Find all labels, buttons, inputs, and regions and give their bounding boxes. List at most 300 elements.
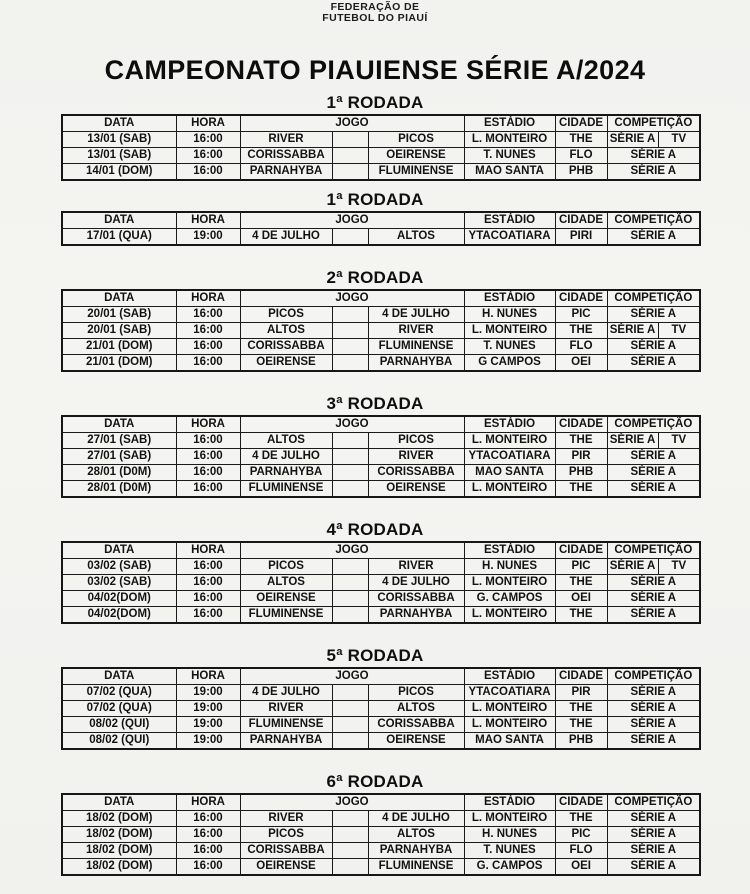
- city-cell: PHB: [555, 733, 607, 750]
- competition-cell: SÉRIE A: [607, 701, 700, 717]
- away-team-cell: OEIRENSE: [368, 148, 464, 164]
- away-team-cell: RIVER: [368, 449, 464, 465]
- stadium-cell: L. MONTEIRO: [464, 811, 555, 827]
- away-team-cell: PARNAHYBA: [368, 355, 464, 372]
- match-row: [62, 733, 700, 750]
- home-team-cell: FLUMINENSE: [240, 607, 332, 624]
- city-cell: THE: [555, 607, 607, 624]
- home-team-cell: RIVER: [240, 701, 332, 717]
- city-cell: PHB: [555, 164, 607, 181]
- match-time-cell: 19:00: [176, 717, 240, 733]
- col-header-competicao: COMPETIÇÃO: [607, 542, 700, 559]
- score-separator-cell: [332, 859, 368, 876]
- col-header-cidade: CIDADE: [555, 542, 607, 559]
- match-row: [62, 132, 700, 148]
- tv-broadcast-cell: TV: [658, 132, 700, 148]
- city-cell: THE: [555, 811, 607, 827]
- match-date-cell: 28/01 (D0M): [62, 481, 176, 498]
- away-team-cell: OEIRENSE: [368, 481, 464, 498]
- match-date-cell: 03/02 (SAB): [62, 559, 176, 575]
- match-time-cell: 16:00: [176, 559, 240, 575]
- stadium-cell: MAO SANTA: [464, 164, 555, 181]
- stadium-cell: L. MONTEIRO: [464, 607, 555, 624]
- city-cell: THE: [555, 323, 607, 339]
- competition-cell: SÉRIE A: [607, 148, 700, 164]
- competition-cell: SÉRIE A: [607, 307, 700, 323]
- rounds-container: [0, 93, 750, 876]
- round-title: 2ª RODADA: [326, 268, 424, 288]
- match-row: [62, 701, 700, 717]
- schedule-table: [61, 793, 701, 876]
- stadium-cell: YTACOATIARA: [464, 449, 555, 465]
- match-date-cell: 04/02(DOM): [62, 591, 176, 607]
- score-separator-cell: [332, 607, 368, 624]
- competition-cell: SÉRIE A: [607, 339, 700, 355]
- col-header-cidade: CIDADE: [555, 290, 607, 307]
- col-header-jogo: JOGO: [240, 542, 464, 559]
- city-cell: THE: [555, 433, 607, 449]
- header-row: [62, 212, 700, 229]
- federation-name-line1: FEDERAÇÃO DE: [330, 1, 420, 13]
- schedule-table: [61, 415, 701, 498]
- home-team-cell: OEIRENSE: [240, 355, 332, 372]
- round-section: [0, 520, 750, 624]
- score-separator-cell: [332, 307, 368, 323]
- away-team-cell: ALTOS: [368, 229, 464, 246]
- match-row: [62, 827, 700, 843]
- match-row: [62, 355, 700, 372]
- away-team-cell: PARNAHYBA: [368, 607, 464, 624]
- match-row: [62, 465, 700, 481]
- match-time-cell: 16:00: [176, 859, 240, 876]
- stadium-cell: MAO SANTA: [464, 733, 555, 750]
- home-team-cell: FLUMINENSE: [240, 717, 332, 733]
- home-team-cell: ALTOS: [240, 575, 332, 591]
- score-separator-cell: [332, 132, 368, 148]
- stadium-cell: YTACOATIARA: [464, 685, 555, 701]
- score-separator-cell: [332, 481, 368, 498]
- col-header-hora: HORA: [176, 212, 240, 229]
- col-header-data: DATA: [62, 290, 176, 307]
- score-separator-cell: [332, 148, 368, 164]
- col-header-estadio: ESTÁDIO: [464, 115, 555, 132]
- col-header-estadio: ESTÁDIO: [464, 290, 555, 307]
- stadium-cell: L. MONTEIRO: [464, 132, 555, 148]
- score-separator-cell: [332, 701, 368, 717]
- match-time-cell: 16:00: [176, 339, 240, 355]
- home-team-cell: PICOS: [240, 307, 332, 323]
- home-team-cell: CORISSABBA: [240, 843, 332, 859]
- score-separator-cell: [332, 843, 368, 859]
- match-row: [62, 164, 700, 181]
- competition-cell: SÉRIE A: [607, 717, 700, 733]
- competition-cell: SÉRIE A: [607, 859, 700, 876]
- competition-cell: SÉRIE A: [607, 607, 700, 624]
- schedule-table: [61, 667, 701, 750]
- table-head: [62, 542, 700, 559]
- competition-cell: SÉRIE A: [607, 575, 700, 591]
- col-header-data: DATA: [62, 115, 176, 132]
- match-row: [62, 591, 700, 607]
- competition-cell: SÉRIE A: [607, 591, 700, 607]
- away-team-cell: RIVER: [368, 323, 464, 339]
- home-team-cell: RIVER: [240, 811, 332, 827]
- match-date-cell: 14/01 (DOM): [62, 164, 176, 181]
- match-row: [62, 339, 700, 355]
- away-team-cell: FLUMINENSE: [368, 339, 464, 355]
- col-header-hora: HORA: [176, 542, 240, 559]
- competition-cell: SÉRIE A: [607, 323, 658, 339]
- score-separator-cell: [332, 339, 368, 355]
- match-time-cell: 16:00: [176, 433, 240, 449]
- competition-cell: SÉRIE A: [607, 827, 700, 843]
- stadium-cell: H. NUNES: [464, 827, 555, 843]
- competition-cell: SÉRIE A: [607, 559, 658, 575]
- match-time-cell: 16:00: [176, 164, 240, 181]
- competition-cell: SÉRIE A: [607, 733, 700, 750]
- score-separator-cell: [332, 355, 368, 372]
- home-team-cell: 4 DE JULHO: [240, 685, 332, 701]
- match-row: [62, 323, 700, 339]
- match-date-cell: 28/01 (D0M): [62, 465, 176, 481]
- competition-cell: SÉRIE A: [607, 465, 700, 481]
- match-row: [62, 843, 700, 859]
- col-header-data: DATA: [62, 416, 176, 433]
- match-time-cell: 16:00: [176, 132, 240, 148]
- page-title: CAMPEONATO PIAUIENSE SÉRIE A/2024: [104, 55, 646, 86]
- match-date-cell: 13/01 (SAB): [62, 148, 176, 164]
- away-team-cell: PARNAHYBA: [368, 843, 464, 859]
- match-row: [62, 433, 700, 449]
- score-separator-cell: [332, 575, 368, 591]
- away-team-cell: RIVER: [368, 559, 464, 575]
- col-header-competicao: COMPETIÇÃO: [607, 668, 700, 685]
- away-team-cell: CORISSABBA: [368, 717, 464, 733]
- match-time-cell: 19:00: [176, 701, 240, 717]
- match-row: [62, 449, 700, 465]
- city-cell: FLO: [555, 843, 607, 859]
- round-section: [0, 772, 750, 876]
- match-time-cell: 19:00: [176, 733, 240, 750]
- match-time-cell: 16:00: [176, 811, 240, 827]
- table-head: [62, 668, 700, 685]
- table-body: [62, 559, 700, 624]
- match-date-cell: 18/02 (DOM): [62, 843, 176, 859]
- match-date-cell: 13/01 (SAB): [62, 132, 176, 148]
- score-separator-cell: [332, 229, 368, 246]
- round-title: 1ª RODADA: [326, 190, 424, 210]
- match-date-cell: 20/01 (SAB): [62, 307, 176, 323]
- header-row: [62, 115, 700, 132]
- round-section: [0, 646, 750, 750]
- away-team-cell: 4 DE JULHO: [368, 307, 464, 323]
- col-header-cidade: CIDADE: [555, 416, 607, 433]
- competition-cell: SÉRIE A: [607, 449, 700, 465]
- match-time-cell: 19:00: [176, 229, 240, 246]
- competition-cell: SÉRIE A: [607, 164, 700, 181]
- tv-broadcast-cell: TV: [658, 559, 700, 575]
- match-date-cell: 08/02 (QUI): [62, 717, 176, 733]
- city-cell: PHB: [555, 465, 607, 481]
- match-row: [62, 685, 700, 701]
- federation-name: [0, 0, 750, 24]
- table-body: [62, 685, 700, 750]
- competition-cell: SÉRIE A: [607, 355, 700, 372]
- city-cell: THE: [555, 481, 607, 498]
- score-separator-cell: [332, 827, 368, 843]
- city-cell: THE: [555, 701, 607, 717]
- table-head: [62, 416, 700, 433]
- tv-broadcast-cell: TV: [658, 433, 700, 449]
- col-header-data: DATA: [62, 212, 176, 229]
- match-time-cell: 16:00: [176, 307, 240, 323]
- round-title: 3ª RODADA: [326, 394, 424, 414]
- col-header-estadio: ESTÁDIO: [464, 416, 555, 433]
- round-section: [0, 190, 750, 246]
- match-date-cell: 03/02 (SAB): [62, 575, 176, 591]
- match-date-cell: 17/01 (QUA): [62, 229, 176, 246]
- col-header-jogo: JOGO: [240, 668, 464, 685]
- score-separator-cell: [332, 685, 368, 701]
- away-team-cell: ALTOS: [368, 827, 464, 843]
- col-header-competicao: COMPETIÇÃO: [607, 794, 700, 811]
- match-date-cell: 27/01 (SAB): [62, 449, 176, 465]
- header-row: [62, 290, 700, 307]
- home-team-cell: 4 DE JULHO: [240, 449, 332, 465]
- competition-cell: SÉRIE A: [607, 132, 658, 148]
- match-time-cell: 16:00: [176, 323, 240, 339]
- table-body: [62, 433, 700, 498]
- match-date-cell: 18/02 (DOM): [62, 811, 176, 827]
- round-section: [0, 93, 750, 181]
- score-separator-cell: [332, 433, 368, 449]
- match-row: [62, 859, 700, 876]
- match-row: [62, 307, 700, 323]
- stadium-cell: T. NUNES: [464, 339, 555, 355]
- match-row: [62, 148, 700, 164]
- federation-name-line2: FUTEBOL DO PIAUÍ: [322, 12, 428, 25]
- city-cell: THE: [555, 717, 607, 733]
- city-cell: FLO: [555, 339, 607, 355]
- away-team-cell: PICOS: [368, 433, 464, 449]
- table-body: [62, 307, 700, 372]
- competition-cell: SÉRIE A: [607, 229, 700, 246]
- col-header-competicao: COMPETIÇÃO: [607, 212, 700, 229]
- col-header-competicao: COMPETIÇÃO: [607, 115, 700, 132]
- round-section: [0, 394, 750, 498]
- score-separator-cell: [332, 717, 368, 733]
- match-row: [62, 559, 700, 575]
- match-row: [62, 575, 700, 591]
- tv-broadcast-cell: TV: [658, 323, 700, 339]
- schedule-table: [61, 541, 701, 624]
- match-date-cell: 20/01 (SAB): [62, 323, 176, 339]
- col-header-competicao: COMPETIÇÃO: [607, 416, 700, 433]
- stadium-cell: T. NUNES: [464, 148, 555, 164]
- col-header-data: DATA: [62, 542, 176, 559]
- col-header-cidade: CIDADE: [555, 212, 607, 229]
- stadium-cell: L. MONTEIRO: [464, 701, 555, 717]
- away-team-cell: FLUMINENSE: [368, 859, 464, 876]
- away-team-cell: CORISSABBA: [368, 465, 464, 481]
- away-team-cell: FLUMINENSE: [368, 164, 464, 181]
- stadium-cell: T. NUNES: [464, 843, 555, 859]
- col-header-cidade: CIDADE: [555, 115, 607, 132]
- city-cell: OEI: [555, 355, 607, 372]
- match-row: [62, 607, 700, 624]
- match-date-cell: 07/02 (QUA): [62, 701, 176, 717]
- score-separator-cell: [332, 591, 368, 607]
- home-team-cell: PICOS: [240, 827, 332, 843]
- away-team-cell: OEIRENSE: [368, 733, 464, 750]
- match-time-cell: 16:00: [176, 607, 240, 624]
- home-team-cell: ALTOS: [240, 323, 332, 339]
- score-separator-cell: [332, 559, 368, 575]
- home-team-cell: PICOS: [240, 559, 332, 575]
- match-date-cell: 18/02 (DOM): [62, 827, 176, 843]
- table-head: [62, 794, 700, 811]
- home-team-cell: ALTOS: [240, 433, 332, 449]
- score-separator-cell: [332, 323, 368, 339]
- city-cell: PIRI: [555, 229, 607, 246]
- col-header-hora: HORA: [176, 668, 240, 685]
- match-time-cell: 16:00: [176, 449, 240, 465]
- score-separator-cell: [332, 811, 368, 827]
- header-row: [62, 542, 700, 559]
- home-team-cell: CORISSABBA: [240, 339, 332, 355]
- city-cell: FLO: [555, 148, 607, 164]
- match-date-cell: 21/01 (DOM): [62, 355, 176, 372]
- score-separator-cell: [332, 449, 368, 465]
- match-time-cell: 19:00: [176, 685, 240, 701]
- home-team-cell: 4 DE JULHO: [240, 229, 332, 246]
- match-time-cell: 16:00: [176, 481, 240, 498]
- home-team-cell: PARNAHYBA: [240, 733, 332, 750]
- col-header-jogo: JOGO: [240, 212, 464, 229]
- col-header-cidade: CIDADE: [555, 668, 607, 685]
- col-header-hora: HORA: [176, 416, 240, 433]
- stadium-cell: G. CAMPOS: [464, 859, 555, 876]
- match-time-cell: 16:00: [176, 355, 240, 372]
- match-row: [62, 811, 700, 827]
- city-cell: THE: [555, 575, 607, 591]
- col-header-estadio: ESTÁDIO: [464, 212, 555, 229]
- stadium-cell: L. MONTEIRO: [464, 717, 555, 733]
- competition-cell: SÉRIE A: [607, 811, 700, 827]
- col-header-estadio: ESTÁDIO: [464, 668, 555, 685]
- city-cell: PIC: [555, 559, 607, 575]
- away-team-cell: CORISSABBA: [368, 591, 464, 607]
- match-time-cell: 16:00: [176, 148, 240, 164]
- competition-cell: SÉRIE A: [607, 433, 658, 449]
- round-title: 6ª RODADA: [326, 772, 424, 792]
- away-team-cell: ALTOS: [368, 701, 464, 717]
- stadium-cell: G CAMPOS: [464, 355, 555, 372]
- home-team-cell: CORISSABBA: [240, 148, 332, 164]
- header-row: [62, 416, 700, 433]
- col-header-hora: HORA: [176, 794, 240, 811]
- city-cell: PIC: [555, 827, 607, 843]
- match-date-cell: 27/01 (SAB): [62, 433, 176, 449]
- col-header-estadio: ESTÁDIO: [464, 794, 555, 811]
- col-header-cidade: CIDADE: [555, 794, 607, 811]
- col-header-data: DATA: [62, 668, 176, 685]
- header-row: [62, 668, 700, 685]
- match-date-cell: 18/02 (DOM): [62, 859, 176, 876]
- round-title: 1ª RODADA: [326, 93, 424, 113]
- col-header-jogo: JOGO: [240, 115, 464, 132]
- table-head: [62, 115, 700, 132]
- stadium-cell: L. MONTEIRO: [464, 481, 555, 498]
- competition-cell: SÉRIE A: [607, 843, 700, 859]
- city-cell: PIC: [555, 307, 607, 323]
- col-header-hora: HORA: [176, 115, 240, 132]
- table-body: [62, 811, 700, 876]
- away-team-cell: PICOS: [368, 685, 464, 701]
- home-team-cell: PARNAHYBA: [240, 465, 332, 481]
- score-separator-cell: [332, 465, 368, 481]
- home-team-cell: PARNAHYBA: [240, 164, 332, 181]
- stadium-cell: G. CAMPOS: [464, 591, 555, 607]
- city-cell: THE: [555, 132, 607, 148]
- match-time-cell: 16:00: [176, 843, 240, 859]
- schedule-table: [61, 211, 701, 246]
- stadium-cell: L. MONTEIRO: [464, 575, 555, 591]
- home-team-cell: OEIRENSE: [240, 591, 332, 607]
- stadium-cell: H. NUNES: [464, 307, 555, 323]
- match-date-cell: 07/02 (QUA): [62, 685, 176, 701]
- city-cell: OEI: [555, 859, 607, 876]
- table-body: [62, 132, 700, 181]
- match-time-cell: 16:00: [176, 827, 240, 843]
- round-title: 5ª RODADA: [326, 646, 424, 666]
- score-separator-cell: [332, 733, 368, 750]
- home-team-cell: RIVER: [240, 132, 332, 148]
- match-row: [62, 229, 700, 246]
- stadium-cell: L. MONTEIRO: [464, 433, 555, 449]
- away-team-cell: PICOS: [368, 132, 464, 148]
- col-header-jogo: JOGO: [240, 290, 464, 307]
- city-cell: OEI: [555, 591, 607, 607]
- round-section: [0, 268, 750, 372]
- col-header-jogo: JOGO: [240, 416, 464, 433]
- match-date-cell: 04/02(DOM): [62, 607, 176, 624]
- stadium-cell: YTACOATIARA: [464, 229, 555, 246]
- round-title: 4ª RODADA: [326, 520, 424, 540]
- match-row: [62, 481, 700, 498]
- match-date-cell: 08/02 (QUI): [62, 733, 176, 750]
- col-header-jogo: JOGO: [240, 794, 464, 811]
- stadium-cell: H. NUNES: [464, 559, 555, 575]
- city-cell: PIR: [555, 449, 607, 465]
- col-header-competicao: COMPETIÇÃO: [607, 290, 700, 307]
- home-team-cell: OEIRENSE: [240, 859, 332, 876]
- table-head: [62, 290, 700, 307]
- col-header-estadio: ESTÁDIO: [464, 542, 555, 559]
- col-header-data: DATA: [62, 794, 176, 811]
- competition-cell: SÉRIE A: [607, 481, 700, 498]
- table-body: [62, 229, 700, 246]
- match-row: [62, 717, 700, 733]
- col-header-hora: HORA: [176, 290, 240, 307]
- away-team-cell: 4 DE JULHO: [368, 811, 464, 827]
- stadium-cell: MAO SANTA: [464, 465, 555, 481]
- match-date-cell: 21/01 (DOM): [62, 339, 176, 355]
- header-row: [62, 794, 700, 811]
- home-team-cell: FLUMINENSE: [240, 481, 332, 498]
- score-separator-cell: [332, 164, 368, 181]
- match-time-cell: 16:00: [176, 591, 240, 607]
